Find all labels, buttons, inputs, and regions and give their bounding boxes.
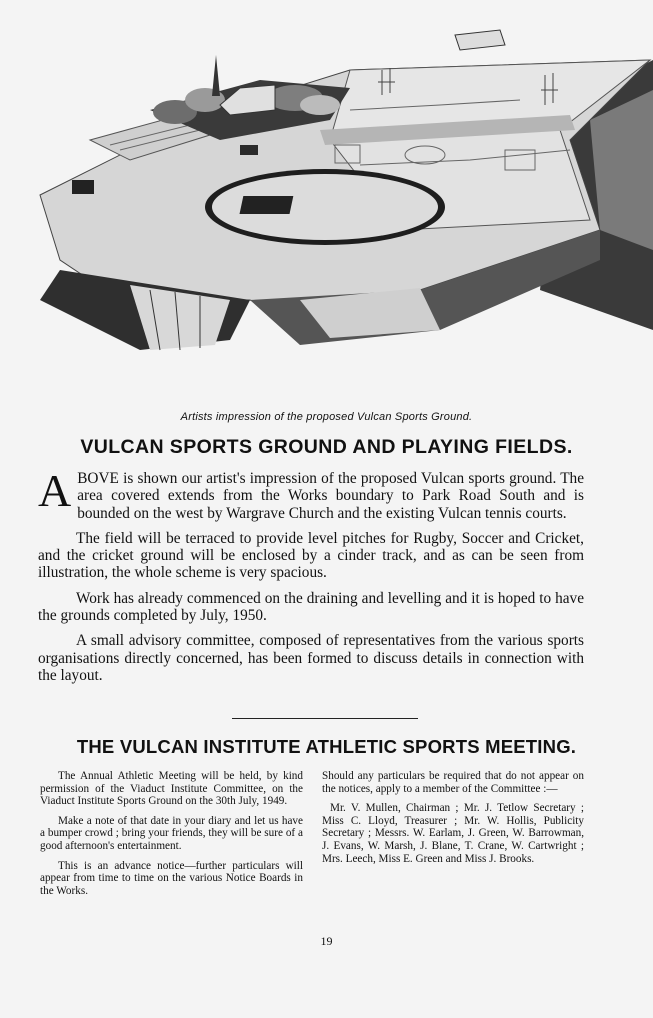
- meeting-paragraph: Make a note of that date in your diary and let us have a bumper crowd ; bring your friends, they will be sure of a good afternoon's entertainment.: [40, 814, 303, 852]
- drop-cap: A: [38, 465, 72, 516]
- meeting-left-column: [40, 770, 303, 904]
- page-number: 19: [320, 934, 333, 948]
- article-paragraph: Work has already commenced on the draining and levelling and it is hoped to have the grounds completed by July, 1950.: [38, 589, 584, 625]
- article-paragraph: The field will be terraced to provide level pitches for Rugby, Soccer and Cricket, and the cricket ground will be enclosed by a cinder track, and as can be seen from illustration, the whole scheme is very spacious.: [38, 529, 584, 582]
- illustration-caption: Artists impression of the proposed Vulcan Sports Ground.: [180, 411, 473, 423]
- article-body: [38, 465, 584, 692]
- article-paragraph: A small advisory committee, composed of representatives from the various sports organisations directly concerned, has been formed to discuss details in connection with the layout.: [38, 632, 584, 684]
- committee-list: Mr. V. Mullen, Chairman ; Mr. J. Tetlow Secretary ; Miss C. Lloyd, Treasurer ; Mr. W. Hollis, Publicity Secretary ; Messrs. W. Earlam, J. Green, W. Barrowman, J. Evans, W. Marsh, J. Blane, T. Crane, W. Cartwright ; Mrs. Leech, Miss E. Green and Miss J. Brooks.: [322, 802, 584, 865]
- article-paragraph: [38, 465, 584, 522]
- meeting-right-column: [322, 770, 584, 872]
- section-divider: [232, 718, 418, 719]
- article-paragraph-text: BOVE is shown our artist's impression of the proposed Vulcan sports ground. The area covered extends from the Works boundary to Park Road South and is bounded on the west by Wargrave Church and the existing Vulcan tennis courts.: [77, 470, 584, 522]
- meeting-title: THE VULCAN INSTITUTE ATHLETIC SPORTS MEETING.: [76, 736, 577, 757]
- meeting-paragraph: This is an advance notice—further particulars will appear from time to time on the various Notice Boards in the Works.: [40, 859, 303, 897]
- article-title: VULCAN SPORTS GROUND AND PLAYING FIELDS.: [80, 436, 573, 458]
- meeting-paragraph: The Annual Athletic Meeting will be held, by kind permission of the Viaduct Institute Committee, on the Viaduct Institute Sports Ground on the 30th July, 1949.: [40, 770, 303, 808]
- sports-ground-illustration: [0, 0, 653, 400]
- meeting-intro: Should any particulars be required that do not appear on the notices, apply to a member of the Committee :—: [322, 770, 584, 795]
